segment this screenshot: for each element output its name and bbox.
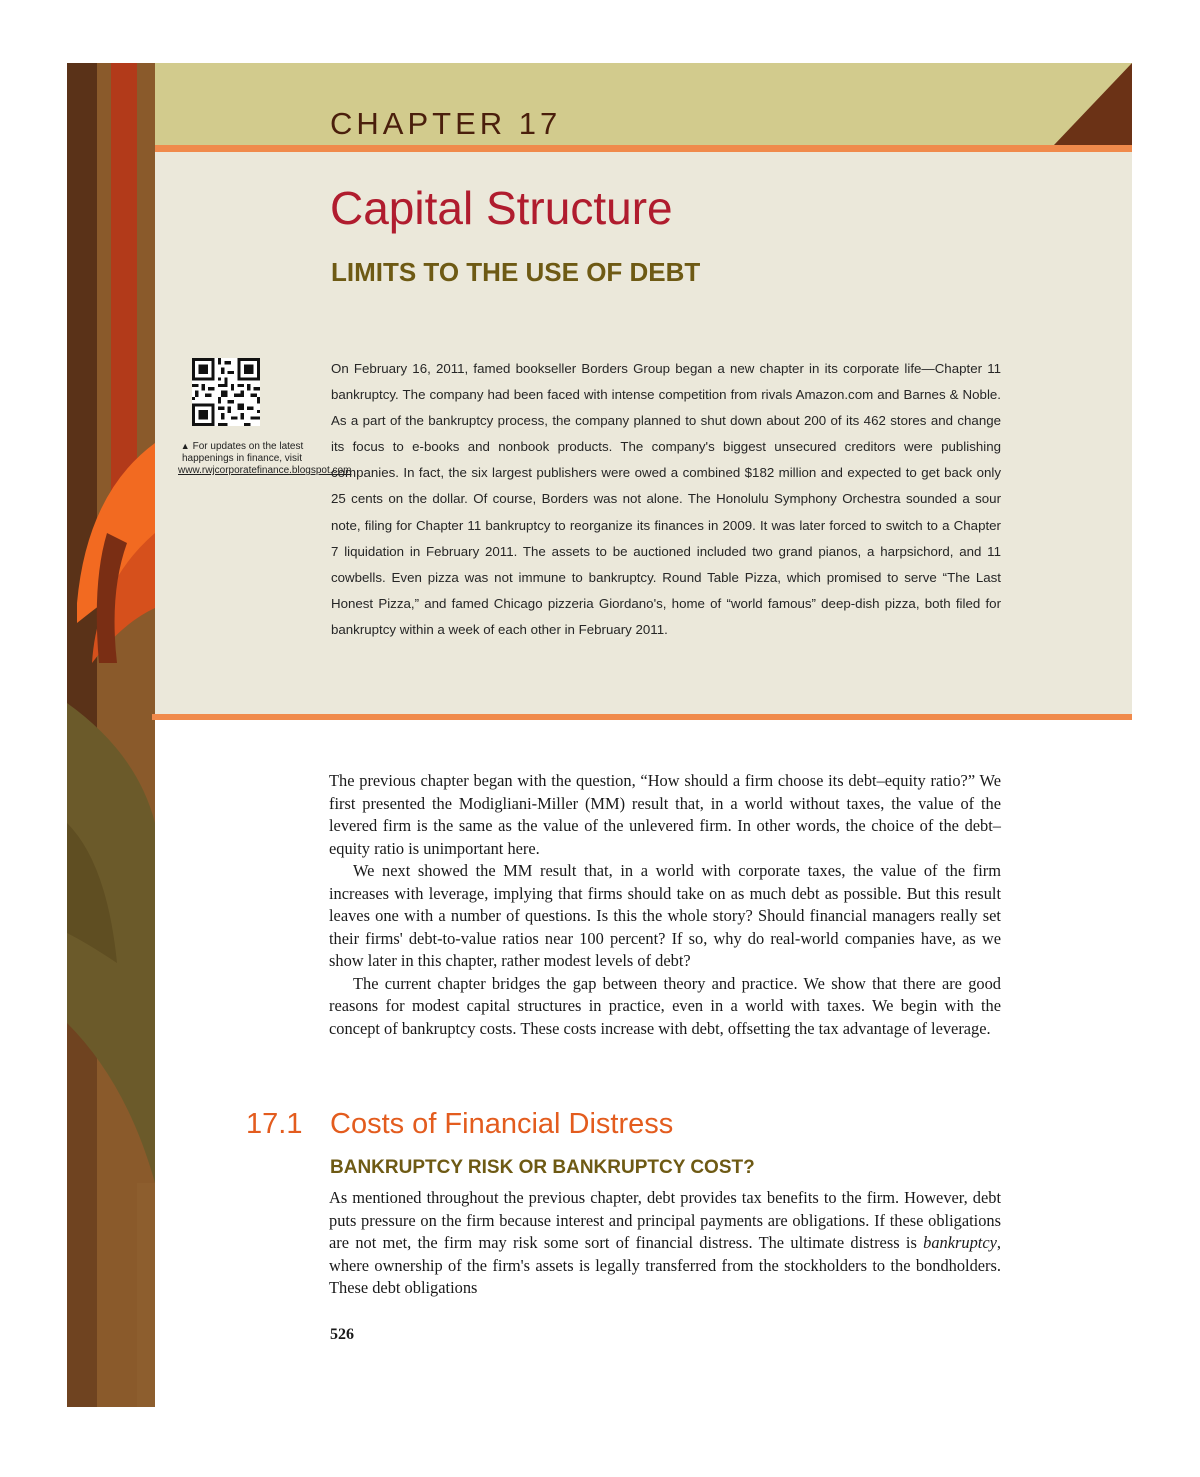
- sidebar-pattern: [67, 63, 155, 1407]
- qr-code-icon[interactable]: [192, 358, 260, 426]
- chapter-header-band: [155, 63, 1132, 145]
- header-corner-triangle: [1054, 63, 1132, 145]
- qr-caption-text: For updates on the latest happenings in finance, visit: [181, 441, 304, 464]
- header-rule: [155, 145, 1132, 152]
- chapter-body: [329, 770, 1001, 1040]
- body-paragraph-1: The previous chapter began with the question, “How should a firm choose its debt–equity ratio?” We first presented the Modigliani-Miller (MM) result that, in a world without taxes, the value of the levered firm is the same as the value of the unlevered firm. In other words, the choice of the debt–equity ratio is unimportant here.: [329, 771, 1001, 858]
- opener-bottom-rule: [152, 714, 1132, 720]
- section-title: Costs of Financial Distress: [330, 1108, 674, 1140]
- section-text-after: , where ownership of the firm's assets is legally transferred from the stockholders to the bondholders. These debt obligations: [329, 1233, 1001, 1297]
- section-paragraph: [329, 1187, 1001, 1300]
- section-text-before: As mentioned throughout the previous chapter, debt provides tax benefits to the firm. However, debt puts pressure on the firm because interest and principal payments are obligations. If these obligations are not met, the firm may risk some sort of financial distress. The ultimate distress is: [329, 1188, 1001, 1252]
- page-number: 526: [330, 1326, 354, 1343]
- subsection-heading: BANKRUPTCY RISK OR BANKRUPTCY COST?: [330, 1157, 755, 1178]
- section-number: 17.1: [246, 1108, 303, 1140]
- qr-caption: [178, 440, 352, 477]
- body-paragraph-2: We next showed the MM result that, in a world with corporate taxes, the value of the firm increases with leverage, implying that firms should take on as much debt as possible. But this result leaves one with a number of questions. Is this the whole story? Should financial managers really set their firms' debt-to-value ratios near 100 percent? If so, why do real-world companies have, as we show later in this chapter, rather modest levels of debt?: [329, 861, 1001, 970]
- qr-caption-link[interactable]: www.rwjcorporatefinance.blogspot.com: [178, 465, 352, 476]
- triangle-up-icon: ▲: [180, 441, 190, 451]
- chapter-title: Capital Structure: [330, 182, 673, 234]
- chapter-label: CHAPTER 17: [330, 106, 562, 141]
- chapter-subtitle: LIMITS TO THE USE OF DEBT: [331, 257, 701, 287]
- body-paragraph-3: The current chapter bridges the gap between theory and practice. We show that there are good reasons for modest capital structures in practice, even in a world with taxes. We begin with the concept of bankruptcy costs. These costs increase with debt, offsetting the tax advantage of leverage.: [329, 973, 1001, 1038]
- decorative-sidebar: [67, 63, 155, 1407]
- chapter-intro-paragraph: On February 16, 2011, famed bookseller Borders Group began a new chapter in its corporate life—Chapter 11 bankruptcy. The company had been faced with intense competition from rivals Amazon.com and Barnes & Noble. As a part of the bankruptcy process, the company planned to shut down about 200 of its 462 stores and change its focus to e-books and nonbook products. The company's biggest unsecured creditors were publishing companies. In fact, the six largest publishers were owed a combined $182 million and expected to get back only 25 cents on the dollar. Of course, Borders was not alone. The Honolulu Symphony Orchestra sounded a sour note, filing for Chapter 11 bankruptcy to reorganize its finances in 2009. It was later forced to switch to a Chapter 7 liquidation in February 2011. The assets to be auctioned included two grand pianos, a harpsichord, and 11 cowbells. Even pizza was not immune to bankruptcy. Round Table Pizza, which promised to serve “The Last Honest Pizza,” and famed Chicago pizzeria Giordano's, home of “world famous” deep-dish pizza, both filed for bankruptcy within a week of each other in February 2011.: [331, 361, 1001, 637]
- key-term: bankruptcy: [923, 1233, 997, 1252]
